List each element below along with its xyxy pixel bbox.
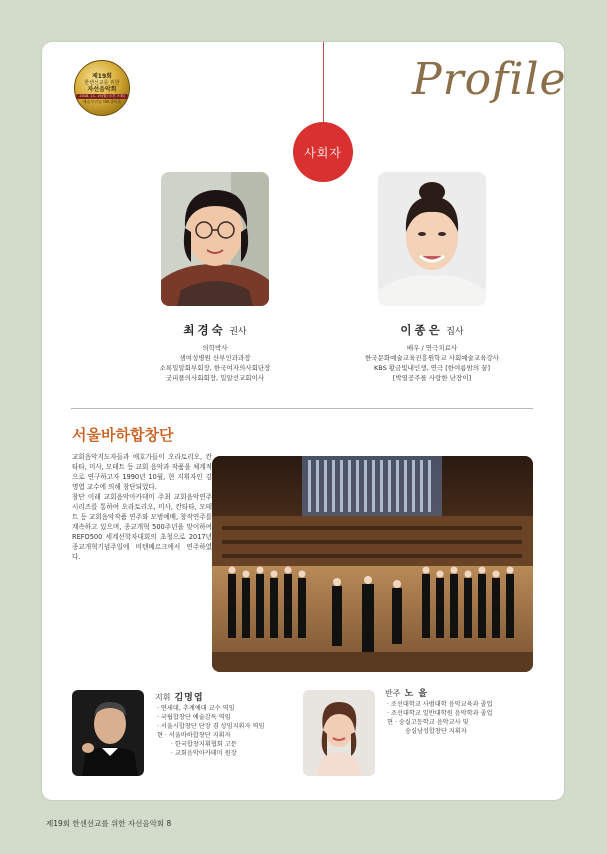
host-name-1: 최경숙 xyxy=(183,323,226,337)
section-divider xyxy=(71,408,533,409)
emblem-line1: 제19회 xyxy=(92,72,112,80)
conductor-role: 지휘 xyxy=(155,693,171,702)
divider-line xyxy=(323,42,324,122)
conductor-career-item: · 교회음악아카데미 원장 xyxy=(171,750,237,757)
choir-concert-photo xyxy=(212,456,533,672)
conductor-photo xyxy=(72,690,144,776)
emblem-line3: 자선음악회 xyxy=(87,85,117,93)
accompanist-career xyxy=(387,700,492,736)
host-title-2: 집사 xyxy=(446,327,464,337)
choir-paragraph: 창단 이래 교회음악아카데미 주최 교회음악연주시리즈를 통하여 오라토리오, 미사, 칸타타, 모테트 등 교회음악작품 연주와 모범예배, 창작연주를 계속하고 있으며, 종교개혁 500주년을 맞이하여 REFO500 세계선학자대회의 초청으로 2017년 종교개혁기념주일에 비텐베르크에서 연주하였다. xyxy=(72,493,212,561)
choir-description xyxy=(72,452,212,562)
host-bio-1-line: 샘여성병원 산부인과과장 xyxy=(179,354,251,362)
host-name-line-2 xyxy=(367,322,497,338)
host-bio-2-line: [박열공주를 사랑한 난장이] xyxy=(392,374,472,382)
emblem-line2: 한센선교를 위한 xyxy=(84,79,120,86)
concert-emblem xyxy=(74,60,130,116)
conductor-career xyxy=(157,704,264,758)
accompanist-role: 반주 xyxy=(385,689,401,698)
accompanist-heading xyxy=(385,686,428,699)
accompanist-name: 노 을 xyxy=(404,689,428,699)
host-name-line-1 xyxy=(150,322,280,338)
conductor-career-item: · 연세대, 추계예대 교수 역임 xyxy=(157,705,235,712)
emblem-line4: 예술의전당 IBK챔버홀 xyxy=(82,98,122,104)
host-bio-1 xyxy=(130,343,300,383)
host-bio-1-line: 소록밀알회부회장, 한국여자의사회단장 xyxy=(159,364,271,372)
accompanist-career-item: · 조선대학교 사범대학 음악교육과 졸업 xyxy=(387,701,493,708)
host-photo-1 xyxy=(161,172,269,306)
host-bio-2-line: 한국문화예술교육진흥원학교 사회예술교육강사 xyxy=(365,354,499,362)
emblem-ribbon: 2018. 11. 19(월) 오후 7:30 xyxy=(76,94,127,99)
host-name-2: 이종은 xyxy=(400,323,443,337)
conductor-career-item: 현 · 서울바하합창단 지휘자 xyxy=(157,732,231,739)
page-footer: 제19회 한센선교를 위한 자선음악회 8 xyxy=(46,819,172,828)
choir-title: 서울바하합창단 xyxy=(72,426,174,444)
choir-paragraph: 교회음악지도자들과 애호가들이 오라토리오, 칸타타, 미사, 모테트 등 교회 음악과 작품을 체계적으로 연구하고자 1990년 10월, 현 지휘자인 김명엽 교수에 의해 창단되었다. xyxy=(72,453,212,491)
host-bio-1-line: 굿피플의사회회장, 밀알선교회이사 xyxy=(165,374,265,382)
host-title-1: 권사 xyxy=(229,327,247,337)
conductor-heading xyxy=(155,690,204,703)
host-label: 사회자 xyxy=(293,122,353,182)
accompanist-photo xyxy=(303,690,375,776)
host-bio-2-line: KBS 황금빛내인생, 연극 [한여름밤의 꿈] xyxy=(373,364,491,372)
host-bio-2 xyxy=(337,343,527,383)
conductor-career-item: · 한국합창지휘협회 고문 xyxy=(171,741,237,748)
conductor-career-item: · 국립합창단 예술감독 역임 xyxy=(157,714,231,721)
host-bio-2-line: 배우 / 연극치료사 xyxy=(406,344,458,352)
host-photo-2 xyxy=(378,172,486,306)
host-bio-1-line: 의학박사 xyxy=(202,344,228,352)
accompanist-career-item: · 조선대학교 일반대학원 음악학과 졸업 xyxy=(387,710,493,717)
accompanist-career-item: 현 · 숭실고등학교 음악교사 및 xyxy=(387,719,469,726)
accompanist-career-item: 숭실남성합창단 지휘자 xyxy=(405,728,467,735)
profile-heading: Profile xyxy=(412,54,567,105)
conductor-career-item: · 서울시합창단 단장 겸 상임지휘자 역임 xyxy=(157,723,265,730)
conductor-name: 김명엽 xyxy=(174,693,204,703)
